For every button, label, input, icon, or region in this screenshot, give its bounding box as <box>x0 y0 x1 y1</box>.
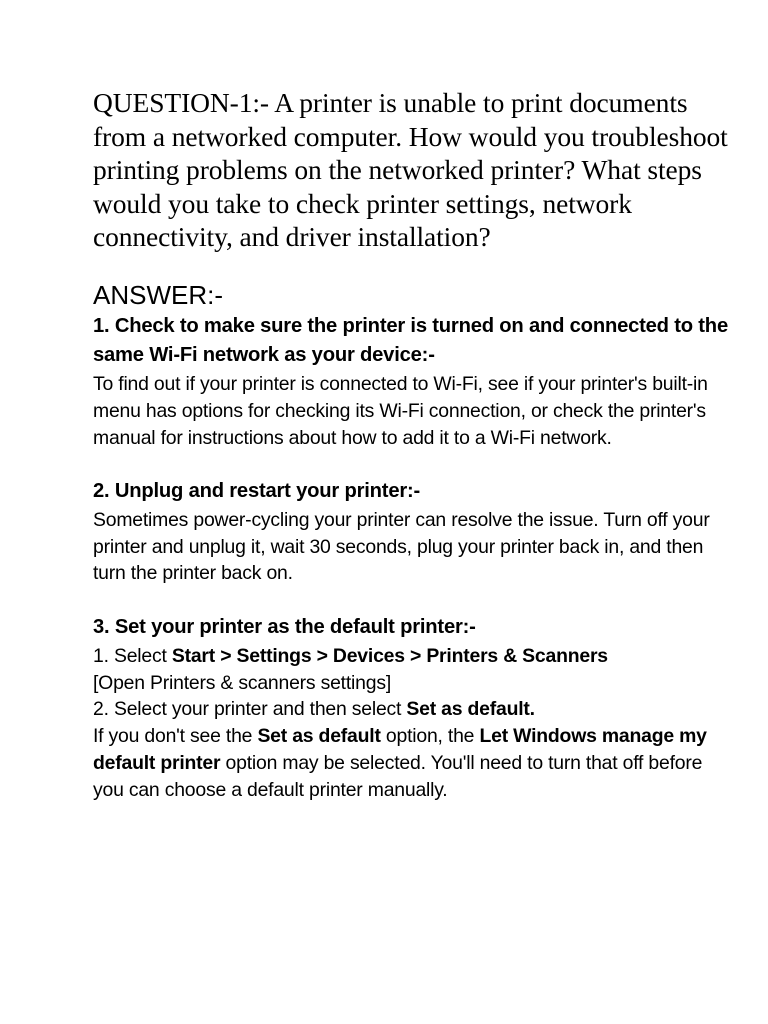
settings-path: Start > Settings > Devices > Printers & Scanners <box>171 644 608 667</box>
step-3-line-3-prefix: 2. Select your printer and then select <box>93 698 407 721</box>
step-1 <box>93 312 733 451</box>
set-as-default-label: Set as default. <box>406 698 535 721</box>
step-2-title: 2. Unplug and restart your printer:- <box>93 480 421 503</box>
step-3-line-1-prefix: 1. Select <box>93 644 172 667</box>
step-3 <box>93 613 733 803</box>
step-3-body <box>93 643 733 804</box>
answer-heading: ANSWER:- <box>93 279 223 310</box>
answer-body <box>93 312 733 804</box>
step-3-line-1 <box>93 643 733 670</box>
step-1-title: 1. Check to make sure the printer is turned on and connected to the same Wi-Fi network as your device:- <box>93 314 728 367</box>
question-text: QUESTION-1:- A printer is unable to print documents from a networked computer. How would you troubleshoot printing problems on the networked printer? What steps would you take to check printer settings, network connectivity, and driver installation? <box>93 87 728 253</box>
step-3-title: 3. Set your printer as the default printer:- <box>93 616 476 639</box>
set-as-default-option: Set as default <box>257 725 381 748</box>
step-3-line-3 <box>93 696 733 723</box>
step-3-line-4-e: option may be selected. You'll need to turn that off before you can choose a default printer manually. <box>93 751 703 801</box>
let-windows-manage-option: Let Windows manage my default printer <box>93 725 707 774</box>
step-3-line-2: [Open Printers & scanners settings] <box>93 671 392 694</box>
document-page <box>93 86 733 804</box>
step-3-line-4-c: option, the <box>380 725 480 748</box>
step-2-body: Sometimes power-cycling your printer can resolve the issue. Turn off your printer and unplug it, wait 30 seconds, plug your printer back in, and then turn the printer back on. <box>93 508 710 585</box>
step-1-body: To find out if your printer is connected to Wi-Fi, see if your printer's built-in menu has options for checking its Wi-Fi connection, or check the printer's manual for instructions about how to add it to a Wi-Fi network. <box>93 372 708 449</box>
step-3-line-4 <box>93 723 733 803</box>
step-3-line-4-a: If you don't see the <box>93 725 258 748</box>
step-2 <box>93 477 733 587</box>
